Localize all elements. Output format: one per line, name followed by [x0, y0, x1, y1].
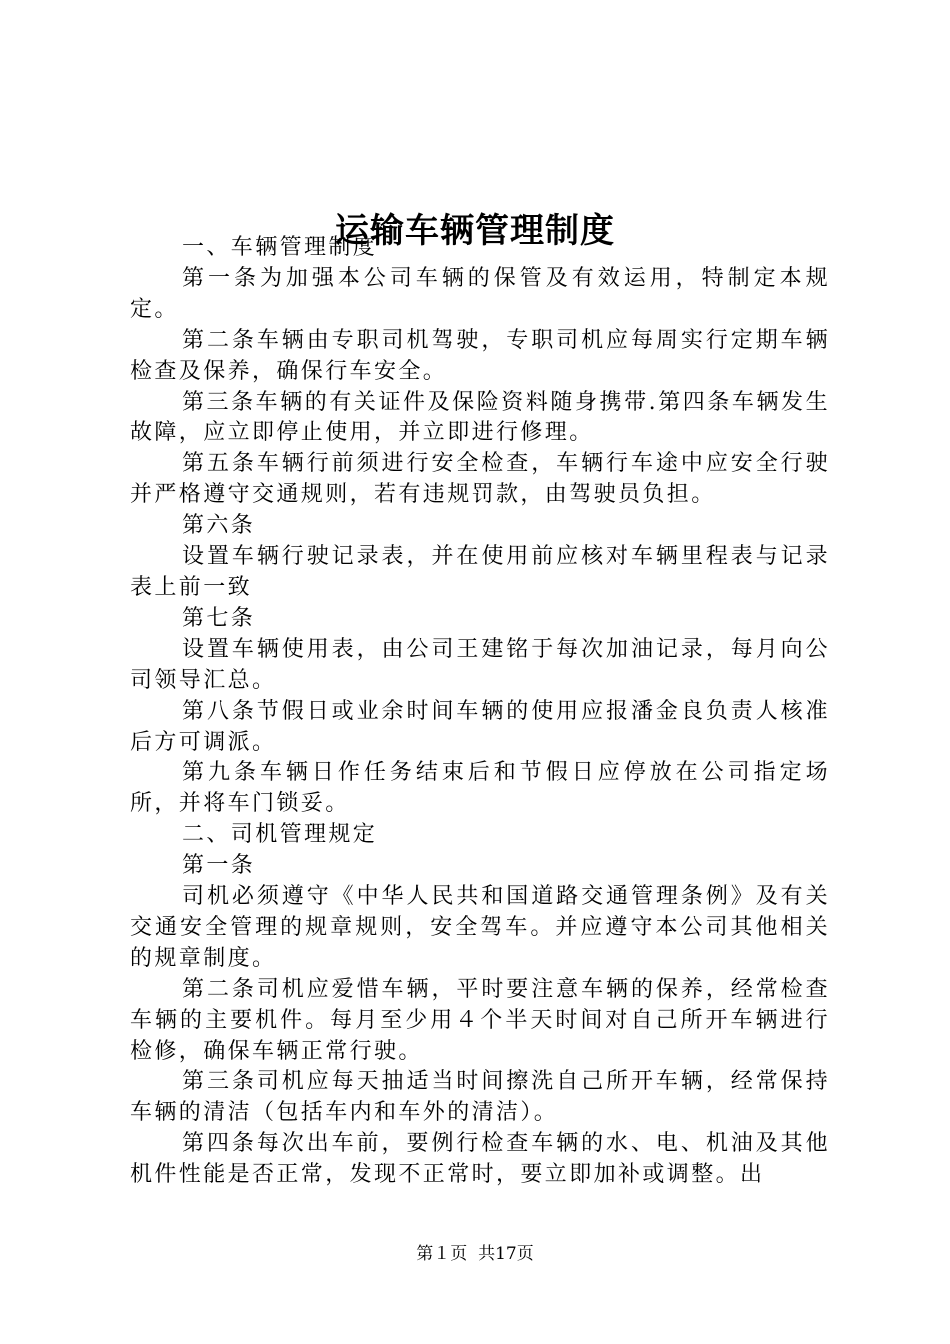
paragraph: 第三条车辆的有关证件及保险资料随身携带.第四条车辆发生故障，应立即停止使用，并立即进行修理。: [130, 389, 830, 446]
paragraph: 第四条每次出车前，要例行检查车辆的水、电、机油及其他机件性能是否正常，发现不正常时，要立即加补或调整。出: [130, 1131, 830, 1188]
section-heading: 一、车辆管理制度: [182, 235, 378, 260]
paragraph: 第三条司机应每天抽适当时间擦洗自己所开车辆，经常保持车辆的清洁（包括车内和车外的清洁）。: [130, 1069, 830, 1126]
page-number: 第１页: [416, 1244, 468, 1264]
document-title: 运输车辆管理制度: [335, 210, 615, 251]
document-body: [130, 233, 830, 1191]
page-footer: [0, 1242, 950, 1266]
paragraph: 第九条车辆日作任务结束后和节假日应停放在公司指定场所，并将车门锁妥。: [130, 760, 830, 817]
paragraph: 第一条: [182, 853, 256, 879]
section-heading: 二、司机管理规定: [182, 822, 378, 848]
paragraph: 第五条车辆行前须进行安全检查，车辆行车途中应安全行驶并严格遵守交通规则，若有违规罚款，由驾驶员负担。: [130, 451, 830, 508]
total-pages: 共17页: [478, 1244, 534, 1264]
paragraph: 第八条节假日或业余时间车辆的使用应报潘金良负责人核准后方可调派。: [130, 698, 830, 755]
paragraph: 第六条: [182, 513, 256, 539]
paragraph: 司机必须遵守《中华人民共和国道路交通管理条例》及有关交通安全管理的规章规则，安全驾车。并应遵守本公司其他相关的规章制度。: [130, 884, 830, 971]
paragraph: 第七条: [182, 605, 256, 631]
paragraph: 第二条车辆由专职司机驾驶，专职司机应每周实行定期车辆检查及保养，确保行车安全。: [130, 327, 830, 384]
paragraph: 设置车辆行驶记录表，并在使用前应核对车辆里程表与记录表上前一致: [130, 544, 830, 600]
footer-separator: [467, 1244, 478, 1264]
paragraph: 第二条司机应爱惜车辆，平时要注意车辆的保养，经常检查车辆的主要机件。每月至少用４个半天时间对自己所开车辆进行检修，确保车辆正常行驶。: [130, 976, 830, 1064]
paragraph: 第一条为加强本公司车辆的保管及有效运用，特制定本规定。: [130, 265, 830, 322]
paragraph: 设置车辆使用表，由公司王建铭于每次加油记录，每月向公司领导汇总。: [130, 636, 830, 693]
